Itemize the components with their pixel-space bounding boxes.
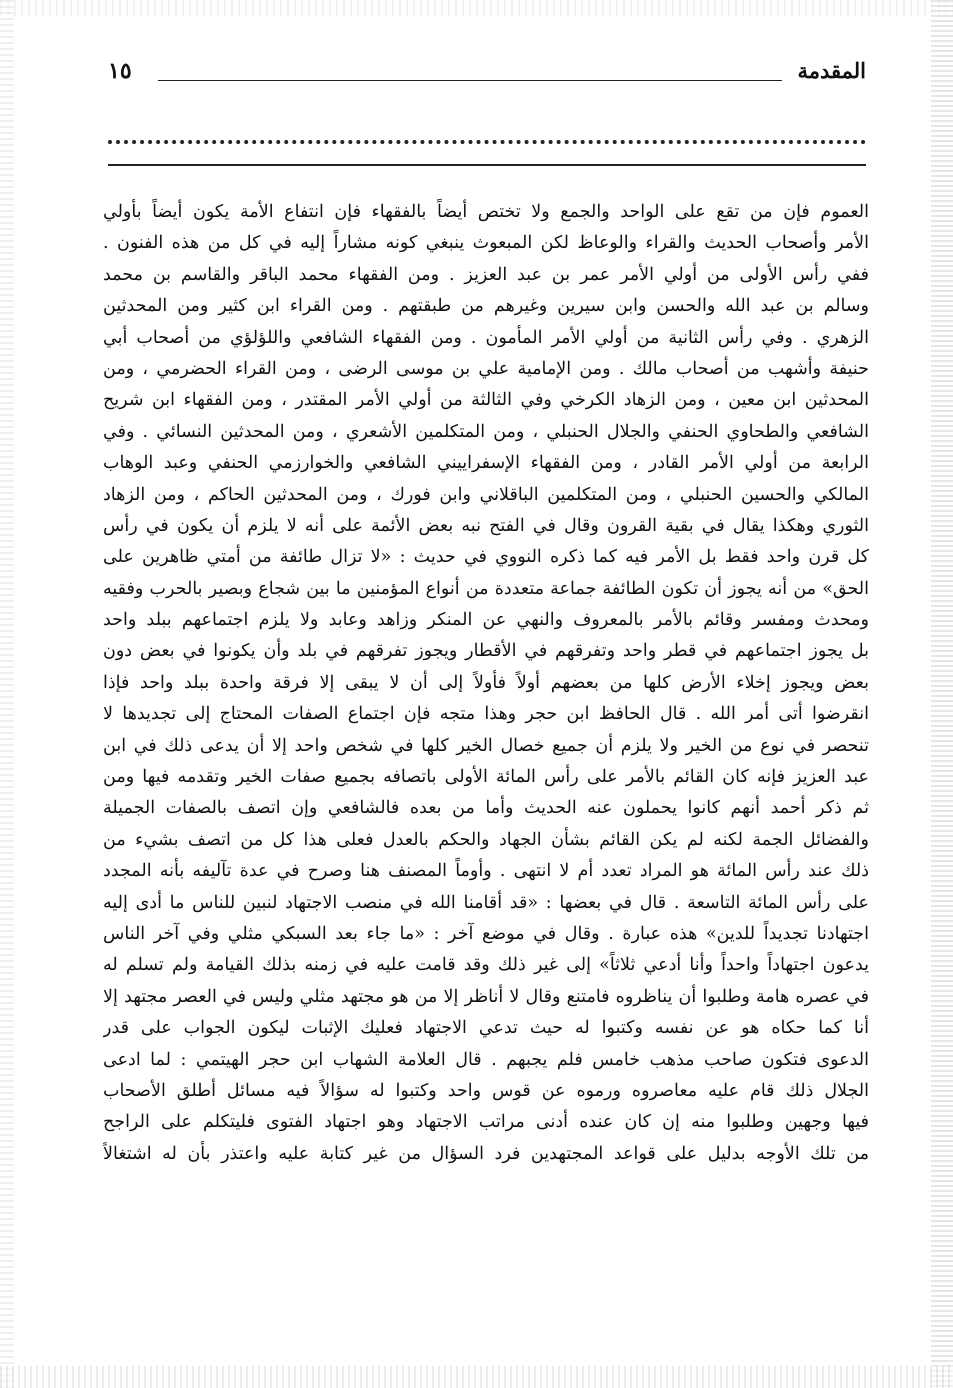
- text-line: الأمر وأصحاب الحديث والقراء والوعاظ لكن المبعوث ينبغي كونه مشاراً إليه في كل من هذه الفنون .: [103, 233, 869, 254]
- text-line: أنا كما حكاه هو عن نفسه وكتبوا له حيث تدعي الاجتهاد فعليك الإثبات ليكون الجواب على قدر: [103, 1018, 869, 1039]
- text-line: والفضائل الجمة لكنه لم يكن القائم بشأن الجهاد والحكم بالعدل فعلى هذا كل من اتصف بشيء من: [103, 829, 869, 850]
- header-rule: [158, 80, 782, 81]
- solid-divider: [108, 164, 866, 166]
- text-line: فيها وجهين وطلبوا منه إن كان عنده أدنى مراتب الاجتهاد وهو اجتهاد الفتوى فليتكلم على الراجح: [103, 1112, 869, 1133]
- text-line: العموم فإن من تقع على الواحد والجمع ولا تختص أيضاً بالفقهاء فإن انتفاع الأمة يكون أيضاً بأولي: [103, 202, 869, 222]
- scan-edge-top: [0, 0, 953, 16]
- text-line: يدعون اجتهاداً واحداً وأنا أدعي ثلاثاً» إلى غير ذلك وقد قامت عليه في زمنه بذلك القيامة ولم تسلم له: [103, 955, 869, 976]
- scan-edge-bottom: [0, 1366, 953, 1388]
- text-line: على رأس المائة التاسعة . قال في بعضها : «قد أقامنا الله في منصب الاجتهاد لنبين للناس ما أدى إليه: [103, 892, 869, 913]
- text-line: حنيفة وأشهب من أصحاب مالك . ومن الإمامية علي بن موسى الرضى ، ومن القراء الحضرمي ، ومن: [103, 358, 869, 379]
- dotted-divider: [108, 140, 866, 154]
- text-line: تنحصر في نوع من الخير ولا يلزم أن جميع خصال الخير كلها في شخص واحد إلا أن يدعى ذلك في ابن: [103, 735, 869, 756]
- text-line: الجلال ذلك قام عليه معاصروه ورموه عن قوس واحد وكتبوا له سؤالاً فيه مسائل أطلق الأصحاب: [103, 1080, 869, 1101]
- text-line: المالكي والحسين الحنبلي ، ومن المتكلمين الباقلاني وابن فورك ، ومن المحدثين الحاكم ، ومن الزهاد: [103, 484, 869, 505]
- text-line: المحدثين ابن معين ، ومن الزهاد الكرخي وفي الثالثة من أولي الأمر المقتدر ، ومن الفقهاء ابن شريح: [103, 390, 869, 411]
- text-line: في عصره هامة وطلبوا أن يناظروه فامتنع وقال لا أناظر إلا من هو مجتهد مثلي وليس في العصر مجتهد إلا: [103, 986, 869, 1007]
- header-title: المقدمة: [797, 58, 866, 83]
- body-text: [103, 197, 869, 1170]
- text-line: كل قرن واحد فقط بل الأمر فيه كما ذكره النووي في حديث : «لا تزال طائفة من أمتي ظاهرين على: [103, 547, 869, 568]
- text-line: بعض ويجوز إخلاء الأرض كلها من بعضهم أولاً فأولاً إلى أن لا يبقى إلا فرقة واحدة ببلد واحد فإذا: [103, 672, 869, 693]
- text-line: الثوري وهكذا يقال في بقية القرون وقال في الفتح نبه بعض الأئمة على أنه لا يلزم أن يكون في رأس: [103, 515, 869, 536]
- scan-edge-left: [0, 0, 14, 1388]
- text-line: ففي رأس الأولى من أولي الأمر عمر بن عبد العزيز . ومن الفقهاء محمد الباقر والقاسم بن محمد: [103, 264, 869, 285]
- text-line: الرابعة من أولي الأمر القادر ، ومن الفقهاء الإسفراييني الشافعي والخوارزمي الحنفي وعبد الوهاب: [103, 453, 869, 474]
- text-line: ذلك عند رأس المائة هو المراد تعدد أم لا انتهى . وأوماً المصنف هنا وصرح في عدة تآليفه بأنه المجدد: [103, 861, 869, 882]
- text-line: الزهري . وفي رأس الثانية من أولي الأمر المأمون . ومن الفقهاء الشافعي واللؤلؤي من أصحاب أبي: [103, 327, 869, 348]
- text-line: الدعوى فتكون صاحب مذهب خامس فلم يجبهم . قال العلامة الشهاب ابن حجر الهيتمي : لما ادعى: [103, 1049, 869, 1070]
- text-line: بل يجوز اجتماعهم في قطر واحد وتفرقهم في الأقطار ويجوز تفرقهم في بلد وأن يكونوا في بعض دون: [103, 641, 869, 662]
- page-number: ١٥: [108, 58, 132, 84]
- text-line: اجتهادنا تجديداً للدين» هذه عبارة . وقال في موضع آخر : «ما جاء بعد السبكي مثلي وفي آخر الناس: [103, 923, 869, 944]
- text-line: من تلك الأوجه بدليل على قواعد المجتهدين فرد السؤال من غير كتابة عليه واعتذر بأن له اشتغالاً: [103, 1143, 869, 1164]
- scan-edge-right: [931, 0, 953, 1388]
- text-line: انقرضوا أتى أمر الله . قال الحافظ ابن حجر وهذا متجه فإن اجتماع الصفات المحتاج إلى تجديدها لا: [103, 704, 869, 725]
- text-line: الشافعي والطحاوي الحنفي والجلال الحنبلي ، ومن المتكلمين الأشعري ، ومن المحدثين النسائي . وفي: [103, 421, 869, 442]
- running-header: [108, 56, 866, 90]
- text-line: الحق» من أنه يجوز أن تكون الطائفة جماعة متعددة من أنواع المؤمنين ما بين شجاع وبصير بالحرب وفقيه: [103, 578, 869, 599]
- text-line: ثم ذكر أحمد أنهم كانوا يحملون عنه الحديث وأما من بعده فالشافعي وإن اتصف بالصفات الجميلة: [103, 798, 869, 819]
- text-line: ومحدث ومفسر وقائم بالأمر بالمعروف والنهي عن المنكر وزاهد وعابد ولا يلزم اجتماعهم ببلد واحد: [103, 610, 869, 631]
- text-line: وسالم بن عبد الله والحسن وابن سيرين وغيرهم من طبقتهم . ومن القراء ابن كثير ومن المحدثين: [103, 296, 869, 317]
- text-line: عبد العزيز فإنه كان القائم بالأمر على رأس المائة الأولى باتصافه بجميع صفات الخير وتقدمه فيها ومن: [103, 767, 869, 788]
